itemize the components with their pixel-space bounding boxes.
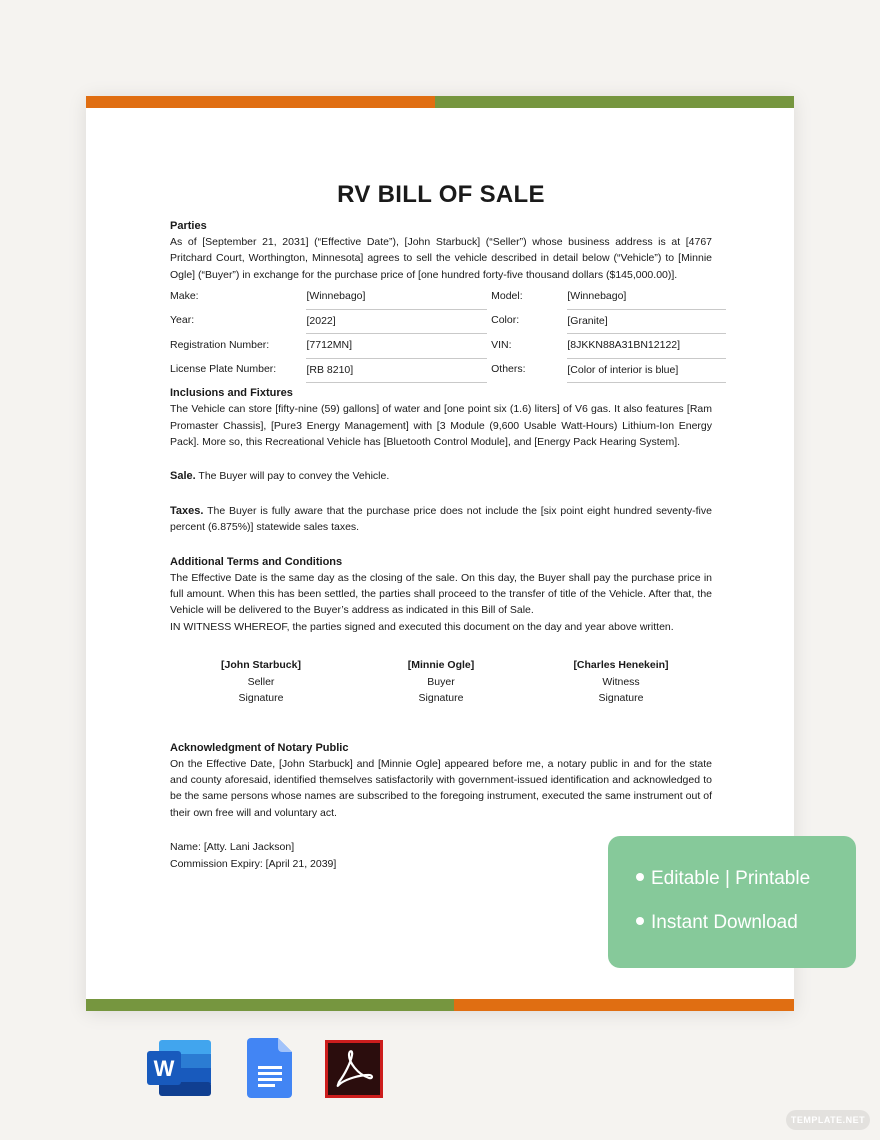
top-bar-green [435, 96, 794, 108]
witness-text: IN WITNESS WHEREOF, the parties signed and executed this document on the day and year above written. [170, 620, 674, 633]
taxes-paragraph [170, 503, 712, 536]
vehicle-field-value: [Winnebago] [567, 285, 726, 309]
word-icon-letter: W [153, 1056, 175, 1081]
vehicle-field-label: Others: [491, 363, 526, 376]
vehicle-field-label: Registration Number: [170, 338, 270, 351]
pdf-icon[interactable] [325, 1040, 383, 1098]
inclusions-heading: Inclusions and Fixtures [170, 387, 293, 400]
document-body [170, 180, 712, 872]
signature-name: [John Starbuck] [221, 659, 301, 672]
top-bar-orange [86, 96, 435, 108]
top-color-bar [86, 96, 794, 108]
signature-name: [Minnie Ogle] [407, 659, 475, 672]
vehicle-field-value: [Winnebago] [306, 285, 487, 309]
word-icon[interactable] [145, 1038, 213, 1098]
taxes-heading: Taxes. [170, 504, 204, 517]
bottom-color-bar [86, 999, 794, 1011]
sale-text: The Buyer will pay to convey the Vehicle. [198, 470, 390, 483]
vehicle-field-value: [2022] [306, 309, 487, 334]
notary-name: Name: [Atty. Lani Jackson] [170, 841, 295, 854]
vehicle-row [170, 309, 726, 334]
features-badge [608, 836, 856, 968]
vehicle-field-value: [7712MN] [306, 334, 487, 359]
signature-buyer [356, 657, 526, 706]
vehicle-field-label: VIN: [491, 338, 512, 351]
signature-seller [176, 657, 346, 706]
sale-heading: Sale. [170, 470, 196, 483]
badge-item-label: Instant Download [651, 912, 798, 933]
signature-role: Buyer [427, 675, 455, 688]
watermark: TEMPLATE.NET [786, 1110, 870, 1130]
sale-paragraph [170, 468, 712, 484]
bottom-bar-orange [454, 999, 794, 1011]
additional-terms-heading: Additional Terms and Conditions [170, 555, 343, 568]
signature-line: Signature [238, 692, 284, 705]
bottom-bar-green [86, 999, 454, 1011]
signature-witness [536, 657, 706, 706]
signature-role: Witness [602, 675, 640, 688]
notary-expiry: Commission Expiry: [April 21, 2039] [170, 857, 337, 870]
vehicle-field-value: [RB 8210] [306, 358, 487, 383]
vehicle-field-label: Year: [170, 314, 195, 327]
badge-item-label: Editable | Printable [651, 868, 811, 889]
vehicle-row [170, 285, 726, 309]
inclusions-text: The Vehicle can store [fifty-nine (59) gallons] of water and [one point six (1.6) liters] of V6 gas. It also features [Ram Promaster Chassis], [Pure3 Energy Management] with [3 Module (9,600 Usable Watt-Hours) Lithium-Ion Energy Pack]. More so, this Recreational Vehicle has [Bluetooth Control Module], and [Energy Pack Hearing System]. [170, 403, 712, 449]
parties-heading: Parties [170, 220, 207, 232]
vehicle-field-value: [8JKKN88A31BN12122] [567, 334, 726, 359]
signature-line: Signature [598, 692, 644, 705]
additional-terms-text: The Effective Date is the same day as the closing of the sale. On this day, the Buyer shall pay the purchase price in full amount. When this has been settled, the parties shall proceed to the transfer of title of the Vehicle. After that, the Vehicle will be delivered to the Buyer’s address as indicated in this Bill of Sale. [170, 571, 712, 617]
vehicle-row [170, 334, 726, 359]
taxes-text: The Buyer is fully aware that the purchase price does not include the [six point eight hundred seventy-five percent (6.875%)] statewide sales taxes. [170, 504, 712, 534]
bullet-icon [636, 917, 644, 925]
bullet-icon [636, 873, 644, 881]
google-docs-icon[interactable] [247, 1038, 293, 1098]
signature-name: [Charles Henekein] [573, 659, 669, 672]
vehicle-field-label: Color: [491, 314, 520, 327]
vehicle-field-label: Make: [170, 290, 199, 303]
parties-text: As of [September 21, 2031] (“Effective Date”), [John Starbuck] (“Seller”) whose business address is at [4767 Pritchard Court, Worthington, Minnesota] agrees to sell the vehicle described in detail below (“Vehicle”) to [Minnie Ogle] (“Buyer”) in exchange for the purchase price of [one hundred forty-five thousand dollars ($145,000.00)]. [170, 236, 712, 281]
signature-line: Signature [418, 692, 464, 705]
vehicle-row [170, 358, 726, 383]
badge-item [636, 911, 798, 935]
vehicle-field-value: [Granite] [567, 309, 726, 334]
signature-role: Seller [247, 675, 275, 688]
notary-heading: Acknowledgment of Notary Public [170, 741, 349, 754]
vehicle-details-table [170, 285, 726, 383]
vehicle-field-value: [Color of interior is blue] [567, 358, 726, 383]
badge-item [636, 867, 810, 891]
notary-text: On the Effective Date, [John Starbuck] and [Minnie Ogle] appeared before me, a notary public in and for the state and county aforesaid, identified themselves satisfactorily with government-issued identification and acknowledged to be the same persons whose names are subscribed to the foregoing instrument, executed the same instrument out of their own free will and voluntary act. [170, 757, 712, 819]
signature-block [170, 657, 712, 706]
vehicle-field-label: License Plate Number: [170, 363, 277, 376]
document-title: RV BILL OF SALE [337, 181, 545, 208]
vehicle-field-label: Model: [491, 290, 523, 303]
